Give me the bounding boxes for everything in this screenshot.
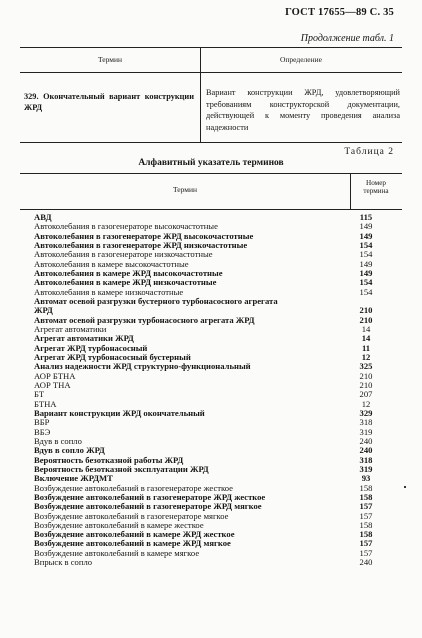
index-term: ЖРД — [34, 305, 53, 316]
index-term: Автоколебания в газогенераторе низкочастотные — [34, 249, 213, 260]
index-term: Возбуждение автоколебаний в газогенераторе ЖРД мягкое — [34, 501, 262, 512]
index-term-number: 210 — [359, 305, 373, 316]
table-1-header-definition: Определение — [280, 55, 322, 64]
index-term-number: 14 — [361, 333, 371, 344]
index-term-number: 157 — [359, 547, 373, 558]
index-term: ВБЭ — [34, 426, 51, 437]
index-term: Анализ надежности ЖРД структурно-функциональный — [34, 361, 251, 372]
index-term: Автоколебания в газогенераторе высокочастотные — [34, 221, 218, 232]
index-term-number: 14 — [361, 323, 371, 334]
table-1-definition-cell: Вариант конструкции ЖРД, удовлетворяющий требованиям конструкторской документации, действующей к моменту проведения анализа надежности — [206, 88, 400, 132]
index-term: Возбуждение автоколебаний в газогенераторе жесткое — [34, 482, 233, 493]
index-term-number: 318 — [359, 417, 373, 428]
index-term: Вариант конструкции ЖРД окончательный — [34, 407, 205, 418]
index-term-number: 12 — [361, 398, 371, 409]
index-term-number: 115 — [359, 212, 373, 222]
index-term-number: 154 — [359, 277, 373, 288]
table-2-caption: Таблица 2 — [344, 147, 394, 157]
index-term: Автоколебания в камере высокочастотные — [34, 258, 189, 269]
index-term-number: 157 — [359, 538, 373, 549]
index-term-number: 93 — [361, 473, 371, 484]
index-term-number: 158 — [359, 482, 373, 493]
table-2-title: Алфавитный указатель терминов — [138, 158, 284, 168]
index-term: БТНА — [34, 398, 57, 409]
table-row — [0, 409, 422, 418]
index-term-number: 149 — [359, 267, 373, 278]
index-term: Автоколебания в газогенераторе ЖРД высокочастотные — [34, 230, 254, 241]
table-1-top-rule — [20, 47, 402, 48]
term-index-list — [0, 213, 422, 567]
index-term: Впрыск в сопло — [34, 557, 93, 568]
index-term-number: 158 — [359, 529, 373, 540]
table-1-header-rule — [20, 72, 402, 73]
index-term: Агрегат автоматики ЖРД — [34, 333, 134, 344]
index-term: Вероятность безотказной работы ЖРД — [34, 454, 184, 465]
index-term-number: 329 — [359, 407, 373, 418]
index-term-number: 154 — [359, 249, 373, 260]
index-term: Агрегат ЖРД турбонасосный бустерный — [34, 351, 191, 362]
table-2-top-rule — [20, 173, 402, 174]
index-term: Возбуждение автоколебаний в газогенераторе ЖРД жесткое — [34, 491, 266, 502]
table-2-header-number — [350, 179, 402, 195]
index-term: Автоколебания в газогенераторе ЖРД низкочастотные — [34, 239, 248, 250]
index-term: ВБР — [34, 417, 50, 428]
index-term-number: 319 — [359, 426, 373, 437]
table-row — [0, 418, 422, 427]
index-term-number: 158 — [359, 491, 373, 502]
index-term-number: 210 — [359, 370, 373, 381]
index-term: Возбуждение автоколебаний в камере мягкое — [34, 547, 200, 558]
index-term: Автоколебания в камере ЖРД высокочастотные — [34, 267, 223, 278]
index-term-number: 207 — [359, 389, 373, 400]
table-2-header-term: Термин — [172, 185, 198, 194]
table-1-bottom-rule — [20, 142, 402, 143]
page-header: ГОСТ 17655—89 С. 35 — [285, 7, 394, 18]
table-2-header-rule — [20, 209, 402, 210]
index-term: Автомат осевой разгрузки бустерного турбонасосного агрегата — [34, 295, 278, 306]
index-term: АОР БТНА — [34, 370, 76, 381]
index-term-number: 11 — [361, 342, 371, 353]
index-term-number: 149 — [359, 258, 373, 269]
table-2-header-number-line2: термина — [363, 187, 389, 195]
index-term: Возбуждение автоколебаний в камере ЖРД мягкое — [34, 538, 231, 549]
table-2-header-number-line1: Номер — [366, 179, 386, 187]
index-term-number: 154 — [359, 239, 373, 250]
index-term: Включение ЖРДМТ — [34, 473, 113, 484]
index-term-number: 318 — [359, 454, 373, 465]
index-term: Автомат осевой разгрузки турбонасосного агрегата ЖРД — [34, 314, 255, 325]
index-term-number: 12 — [361, 351, 371, 362]
index-term: Агрегат ЖРД турбонасосный — [34, 342, 148, 353]
index-term: Агрегат автоматики — [34, 323, 107, 334]
table-row — [0, 381, 422, 390]
index-term: Автоколебания в камере низкочастотные — [34, 286, 184, 297]
index-term-number: 157 — [359, 501, 373, 512]
index-term-number: 149 — [359, 221, 373, 232]
index-term: АВД — [34, 212, 52, 222]
index-term-number: 240 — [359, 557, 373, 568]
index-term: Возбуждение автоколебаний в камере ЖРД жесткое — [34, 529, 235, 540]
index-term: Вероятность безотказной эксплуатации ЖРД — [34, 463, 209, 474]
table-row — [0, 558, 422, 567]
table-row — [0, 390, 422, 399]
index-term: Возбуждение автоколебаний в камере жесткое — [34, 519, 204, 530]
index-term: Возбуждение автоколебаний в газогенераторе мягкое — [34, 510, 229, 521]
index-term-number: 210 — [359, 379, 373, 390]
scan-speck — [404, 486, 406, 488]
table-continuation-label: Продолжение табл. 1 — [300, 33, 394, 44]
index-term-number: 158 — [359, 519, 373, 530]
table-1-term-cell: 329. Окончательный вариант конструкции ЖРД — [24, 92, 194, 112]
table-2-header — [20, 173, 402, 210]
index-term-number: 149 — [359, 230, 373, 241]
index-term: Вдув в сопло — [34, 435, 82, 446]
table-row — [0, 297, 422, 306]
index-term-number: 157 — [359, 510, 373, 521]
index-term-number: 325 — [359, 361, 373, 372]
index-term-number: 210 — [359, 314, 373, 325]
index-term: Вдув в сопло ЖРД — [34, 445, 105, 456]
index-term: Автоколебания в камере ЖРД низкочастотные — [34, 277, 217, 288]
index-term-number: 154 — [359, 286, 373, 297]
index-term: АОР ТНА — [34, 379, 71, 390]
index-term: БТ — [34, 389, 45, 400]
table-1-header-term: Термин — [97, 55, 123, 64]
index-term-number: 319 — [359, 463, 373, 474]
index-term-number: 240 — [359, 435, 373, 446]
index-term-number: 240 — [359, 445, 373, 456]
table-1 — [20, 47, 402, 143]
